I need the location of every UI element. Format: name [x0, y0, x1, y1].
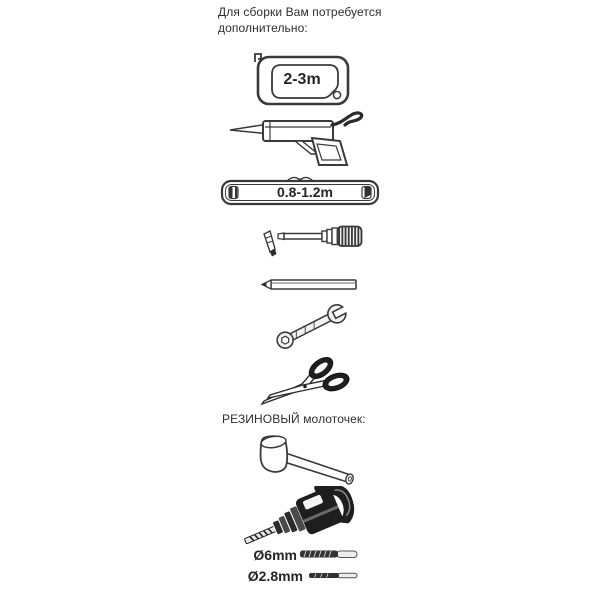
screwdriver-icon	[255, 221, 365, 259]
pencil-icon	[258, 276, 360, 294]
scissors-icon	[254, 352, 358, 410]
drill-bit-6mm-icon	[299, 549, 359, 560]
header-line-1: Для сборки Вам потребуется	[218, 5, 382, 19]
spirit-level-figure	[219, 172, 381, 208]
wrench-figure	[262, 297, 360, 355]
header-line-2: дополнительно:	[218, 21, 308, 35]
power-drill-figure	[239, 486, 371, 550]
caulking-gun-figure	[224, 108, 376, 170]
screwdriver-figure	[255, 221, 365, 259]
page-header	[218, 4, 382, 36]
drill-bit-2-8mm-label: Ø2.8mm	[247, 568, 303, 584]
power-drill-icon	[239, 486, 371, 550]
tape-measure-figure	[246, 51, 354, 109]
rubber-mallet-figure	[242, 429, 366, 489]
scissors-figure	[254, 352, 358, 410]
rubber-mallet-icon	[242, 429, 366, 489]
drill-bit-2-8mm-figure	[308, 571, 360, 580]
caulking-gun-icon	[224, 108, 376, 170]
mallet-section-heading: РЕЗИНОВЫЙ молоточек:	[222, 412, 366, 426]
wrench-icon	[262, 297, 360, 355]
drill-bit-6mm-label: Ø6mm	[253, 547, 297, 563]
tape-measure-label: 2-3m	[283, 71, 321, 88]
drill-bit-2-8mm-icon	[308, 571, 360, 580]
drill-bit-6mm-figure	[299, 549, 359, 560]
spirit-level-label: 0.8-1.2m	[276, 184, 334, 200]
pencil-figure	[258, 276, 360, 294]
